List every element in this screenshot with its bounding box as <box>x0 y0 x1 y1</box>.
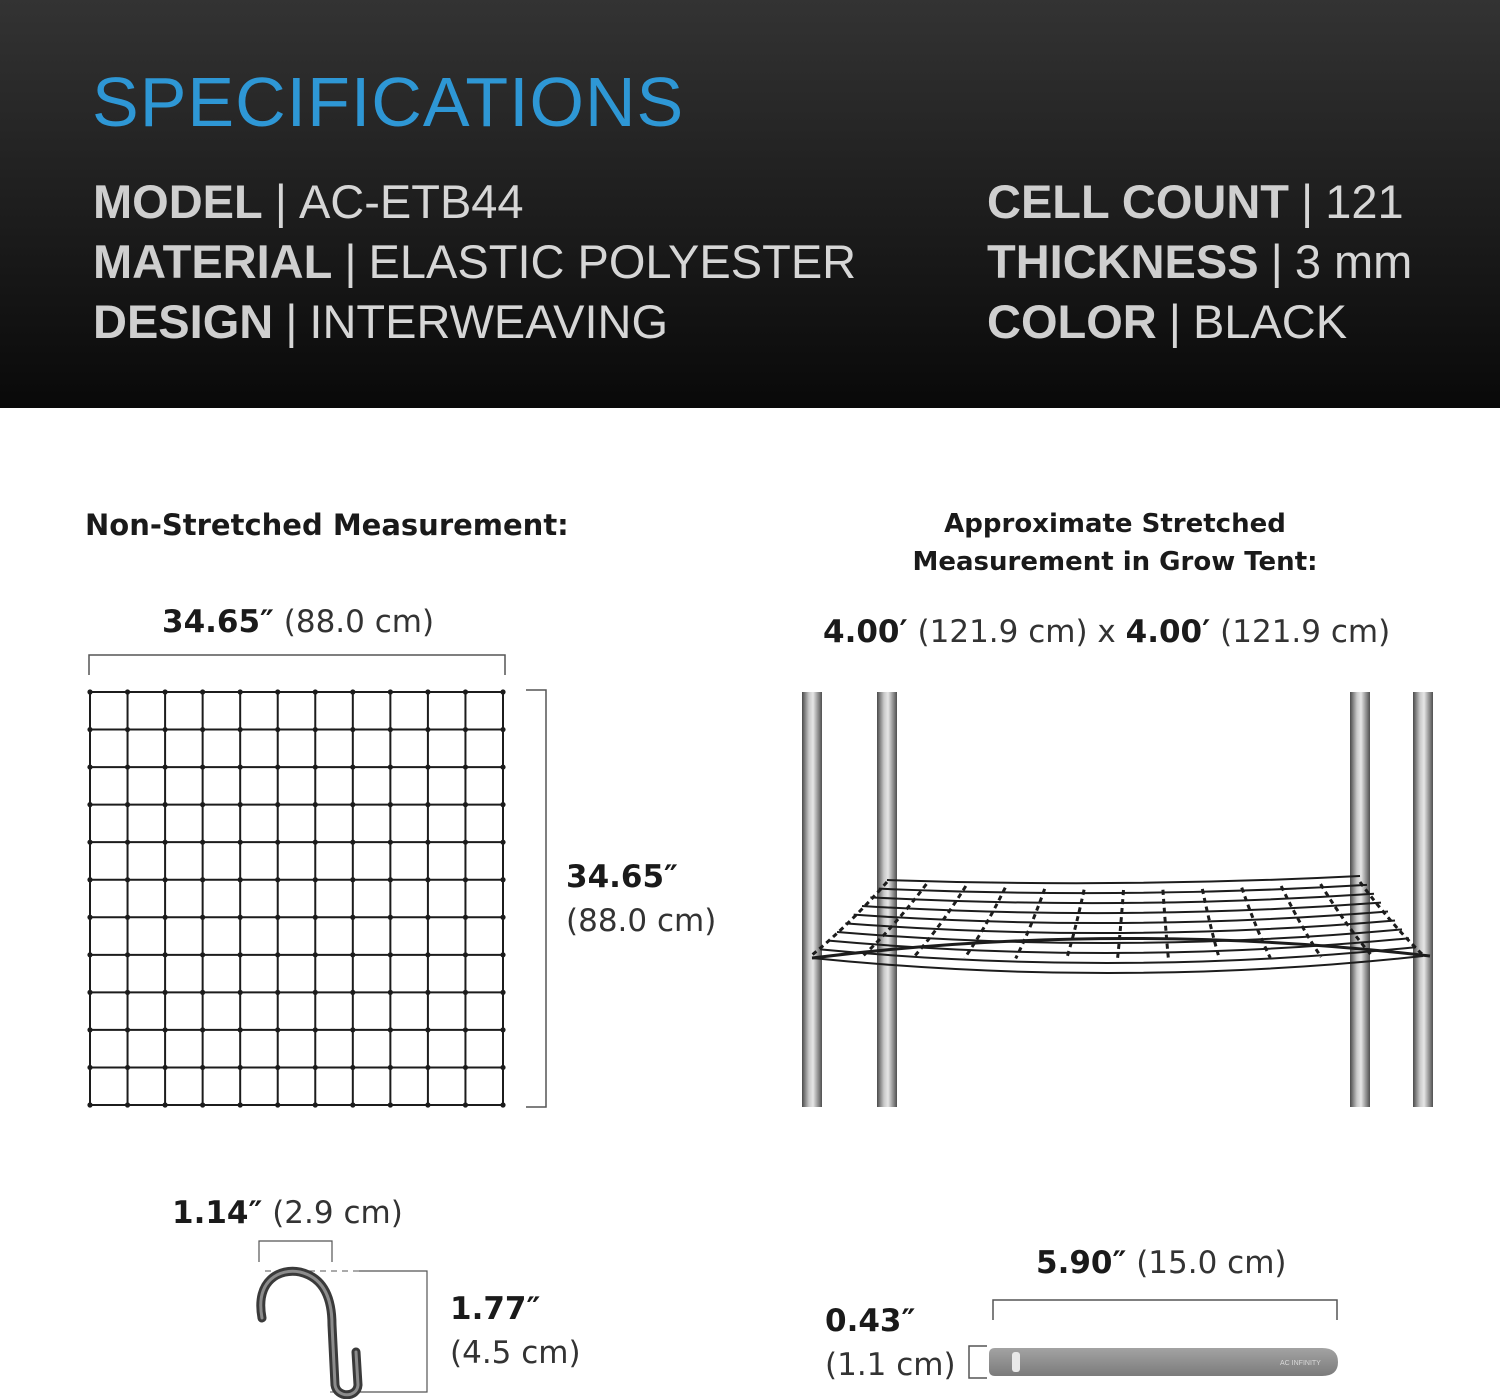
net-knot <box>200 689 205 694</box>
net-knot <box>162 1027 167 1032</box>
stretched-net-illustration <box>812 876 1430 973</box>
stretched-net-strand <box>887 876 1360 883</box>
net-knot <box>238 952 243 957</box>
trellis-net-grid <box>87 689 505 1107</box>
spec-key: CELL COUNT <box>987 175 1290 228</box>
net-knot <box>162 952 167 957</box>
spec-key: MODEL <box>93 175 263 228</box>
net-knot <box>275 877 280 882</box>
net-knot <box>125 915 130 920</box>
stretched-heading-line-2: Measurement in Grow Tent: <box>912 547 1318 577</box>
net-knot <box>425 1065 430 1070</box>
net-knot <box>87 915 92 920</box>
net-knot <box>350 727 355 732</box>
net-knot <box>500 764 505 769</box>
net-knot <box>275 990 280 995</box>
net-knot <box>162 990 167 995</box>
stretched-net-strand <box>812 956 1423 973</box>
net-knot <box>388 1027 393 1032</box>
net-knot <box>200 802 205 807</box>
tent-pole <box>802 692 822 1107</box>
net-knot <box>87 764 92 769</box>
spec-value: INTERWEAVING <box>309 295 669 348</box>
spec-value: ELASTIC POLYESTER <box>368 235 857 288</box>
stretched-net-knot-column <box>965 888 1006 958</box>
net-knot <box>125 802 130 807</box>
net-knot <box>425 689 430 694</box>
strap-width-value: 0.43″ <box>825 1303 916 1339</box>
net-knot <box>425 802 430 807</box>
net-knot <box>313 727 318 732</box>
net-knot <box>500 689 505 694</box>
stretched-net-knot-column <box>1163 890 1169 959</box>
net-knot <box>162 1065 167 1070</box>
spec-separator: | <box>274 175 287 228</box>
net-knot <box>200 840 205 845</box>
net-knot <box>500 802 505 807</box>
stretched-dim-b-metric: (121.9 cm) <box>1220 614 1391 650</box>
net-knot <box>313 877 318 882</box>
stretched-net-knot-column <box>1118 890 1124 959</box>
net-knot <box>275 1102 280 1107</box>
net-knot <box>125 990 130 995</box>
net-knot <box>425 915 430 920</box>
s-hook-highlight <box>261 1271 358 1394</box>
net-knot <box>87 1065 92 1070</box>
spec-separator: | <box>344 235 357 288</box>
net-knot <box>87 727 92 732</box>
net-knot <box>87 689 92 694</box>
strap-length-bracket <box>993 1300 1337 1320</box>
net-knot <box>313 802 318 807</box>
net-knot <box>350 1102 355 1107</box>
net-width-metric: (88.0 cm) <box>283 604 435 640</box>
net-knot <box>238 764 243 769</box>
net-knot <box>313 952 318 957</box>
net-knot <box>238 915 243 920</box>
net-knot <box>238 1065 243 1070</box>
net-knot <box>313 764 318 769</box>
spec-separator: | <box>285 295 298 348</box>
net-knot <box>125 727 130 732</box>
net-knot <box>87 877 92 882</box>
net-knot <box>388 952 393 957</box>
net-knot <box>162 1102 167 1107</box>
net-knot <box>200 990 205 995</box>
net-knot <box>388 764 393 769</box>
hook-height-value: 1.77″ <box>450 1291 541 1327</box>
net-knot <box>200 764 205 769</box>
net-knot <box>275 952 280 957</box>
stretched-net-knot-column <box>1242 888 1271 958</box>
net-knot <box>87 952 92 957</box>
net-knot <box>388 1065 393 1070</box>
net-knot <box>388 802 393 807</box>
net-knot <box>87 1027 92 1032</box>
times-sign: x <box>1097 614 1116 650</box>
spec-value: 3 mm <box>1294 235 1413 288</box>
hook-height-metric: (4.5 cm) <box>450 1335 581 1371</box>
net-knot <box>463 689 468 694</box>
s-hook <box>261 1271 358 1394</box>
net-knot <box>162 727 167 732</box>
net-knot <box>200 1027 205 1032</box>
spec-value: BLACK <box>1192 295 1348 348</box>
strap-slot <box>1012 1352 1020 1372</box>
hook-width-bracket <box>259 1241 332 1262</box>
net-height-metric: (88.0 cm) <box>566 903 717 939</box>
net-knot <box>313 840 318 845</box>
net-knot <box>500 1065 505 1070</box>
net-knot <box>275 1027 280 1032</box>
net-knot <box>425 764 430 769</box>
net-knot <box>275 727 280 732</box>
net-height-bracket <box>526 690 546 1107</box>
net-knot <box>350 877 355 882</box>
net-knot <box>238 689 243 694</box>
net-knot <box>162 915 167 920</box>
net-knot <box>350 764 355 769</box>
strap-length-metric: (15.0 cm) <box>1136 1245 1287 1281</box>
net-knot <box>162 877 167 882</box>
net-knot <box>425 877 430 882</box>
tent-pole <box>1350 692 1370 1107</box>
net-knot <box>87 990 92 995</box>
net-knot <box>125 689 130 694</box>
net-knot <box>425 840 430 845</box>
strap-length-value: 5.90″ <box>1036 1245 1127 1281</box>
stretched-net-knot-column <box>1202 889 1219 959</box>
stretched-net-knot-column <box>1016 889 1045 959</box>
net-knot <box>463 877 468 882</box>
net-knot <box>275 915 280 920</box>
spec-separator: | <box>1270 235 1283 288</box>
net-knot <box>162 802 167 807</box>
net-knot <box>350 689 355 694</box>
net-knot <box>425 1102 430 1107</box>
net-knot <box>388 727 393 732</box>
spec-separator: | <box>1168 295 1181 348</box>
net-knot <box>500 915 505 920</box>
net-knot <box>500 952 505 957</box>
net-knot <box>425 990 430 995</box>
net-knot <box>87 840 92 845</box>
net-knot <box>125 840 130 845</box>
velcro-strap-illustration <box>989 1348 1338 1376</box>
net-knot <box>463 952 468 957</box>
net-knot <box>200 877 205 882</box>
net-knot <box>313 1027 318 1032</box>
net-knot <box>313 915 318 920</box>
net-knot <box>500 990 505 995</box>
net-knot <box>388 877 393 882</box>
spec-key: THICKNESS <box>987 235 1259 288</box>
hook-height-bracket <box>359 1271 427 1392</box>
net-knot <box>238 840 243 845</box>
hook-width-value: 1.14″ <box>172 1195 263 1231</box>
net-knot <box>350 840 355 845</box>
net-knot <box>500 727 505 732</box>
net-knot <box>200 727 205 732</box>
spec-value: AC-ETB44 <box>298 175 524 228</box>
net-knot <box>388 689 393 694</box>
net-width-value: 34.65″ <box>162 604 274 640</box>
net-knot <box>350 990 355 995</box>
net-knot <box>500 1027 505 1032</box>
net-knot <box>500 1102 505 1107</box>
net-knot <box>463 764 468 769</box>
spec-separator: | <box>1301 175 1314 228</box>
net-knot <box>238 1027 243 1032</box>
net-knot <box>125 1102 130 1107</box>
net-knot <box>162 689 167 694</box>
net-knot <box>350 1027 355 1032</box>
stretched-dim-a-metric: (121.9 cm) <box>917 614 1088 650</box>
net-knot <box>463 727 468 732</box>
net-knot <box>500 840 505 845</box>
net-knot <box>425 727 430 732</box>
net-knot <box>313 990 318 995</box>
strap-width-metric: (1.1 cm) <box>825 1347 956 1383</box>
net-knot <box>87 1102 92 1107</box>
net-knot <box>388 1102 393 1107</box>
net-knot <box>275 689 280 694</box>
net-knot <box>350 915 355 920</box>
net-knot <box>275 840 280 845</box>
net-knot <box>350 1065 355 1070</box>
non-stretched-heading: Non-Stretched Measurement: <box>85 508 569 542</box>
stretched-dim-b-value: 4.00′ <box>1125 614 1211 650</box>
net-knot <box>238 877 243 882</box>
net-knot <box>87 802 92 807</box>
net-knot <box>125 764 130 769</box>
net-knot <box>200 952 205 957</box>
strap-brand-mark: AC INFINITY <box>1280 1360 1321 1367</box>
net-knot <box>275 764 280 769</box>
net-knot <box>125 1065 130 1070</box>
net-knot <box>313 689 318 694</box>
stretched-net-knot-column <box>1067 890 1085 959</box>
net-knot <box>500 877 505 882</box>
net-knot <box>238 727 243 732</box>
net-knot <box>125 1027 130 1032</box>
net-knot <box>350 802 355 807</box>
net-knot <box>125 877 130 882</box>
net-knot <box>200 1065 205 1070</box>
page-title: SPECIFICATIONS <box>92 63 685 141</box>
hook-width-metric: (2.9 cm) <box>272 1195 403 1231</box>
net-knot <box>200 1102 205 1107</box>
net-knot <box>425 1027 430 1032</box>
net-knot <box>463 1027 468 1032</box>
net-knot <box>388 990 393 995</box>
net-knot <box>238 1102 243 1107</box>
tent-pole <box>1413 692 1433 1107</box>
net-knot <box>425 952 430 957</box>
net-knot <box>238 802 243 807</box>
net-knot <box>388 915 393 920</box>
strap-width-bracket <box>969 1346 987 1378</box>
net-knot <box>162 764 167 769</box>
spec-key: COLOR <box>987 295 1157 348</box>
net-knot <box>463 990 468 995</box>
net-knot <box>275 1065 280 1070</box>
net-knot <box>463 840 468 845</box>
net-knot <box>350 952 355 957</box>
spec-value: 121 <box>1325 175 1404 228</box>
net-height-value: 34.65″ <box>566 859 678 895</box>
net-knot <box>238 990 243 995</box>
net-knot <box>275 802 280 807</box>
stretched-dim-a-value: 4.00′ <box>823 614 908 650</box>
net-knot <box>313 1065 318 1070</box>
s-hook-illustration <box>261 1271 358 1394</box>
spec-key: DESIGN <box>93 295 274 348</box>
net-knot <box>388 840 393 845</box>
net-knot <box>200 915 205 920</box>
net-knot <box>463 915 468 920</box>
net-knot <box>463 1065 468 1070</box>
net-knot <box>463 802 468 807</box>
net-knot <box>125 952 130 957</box>
spec-key: MATERIAL <box>93 235 333 288</box>
net-knot <box>313 1102 318 1107</box>
net-knot <box>162 840 167 845</box>
net-width-bracket <box>89 655 505 675</box>
net-knot <box>463 1102 468 1107</box>
stretched-heading-line-1: Approximate Stretched <box>944 509 1286 539</box>
